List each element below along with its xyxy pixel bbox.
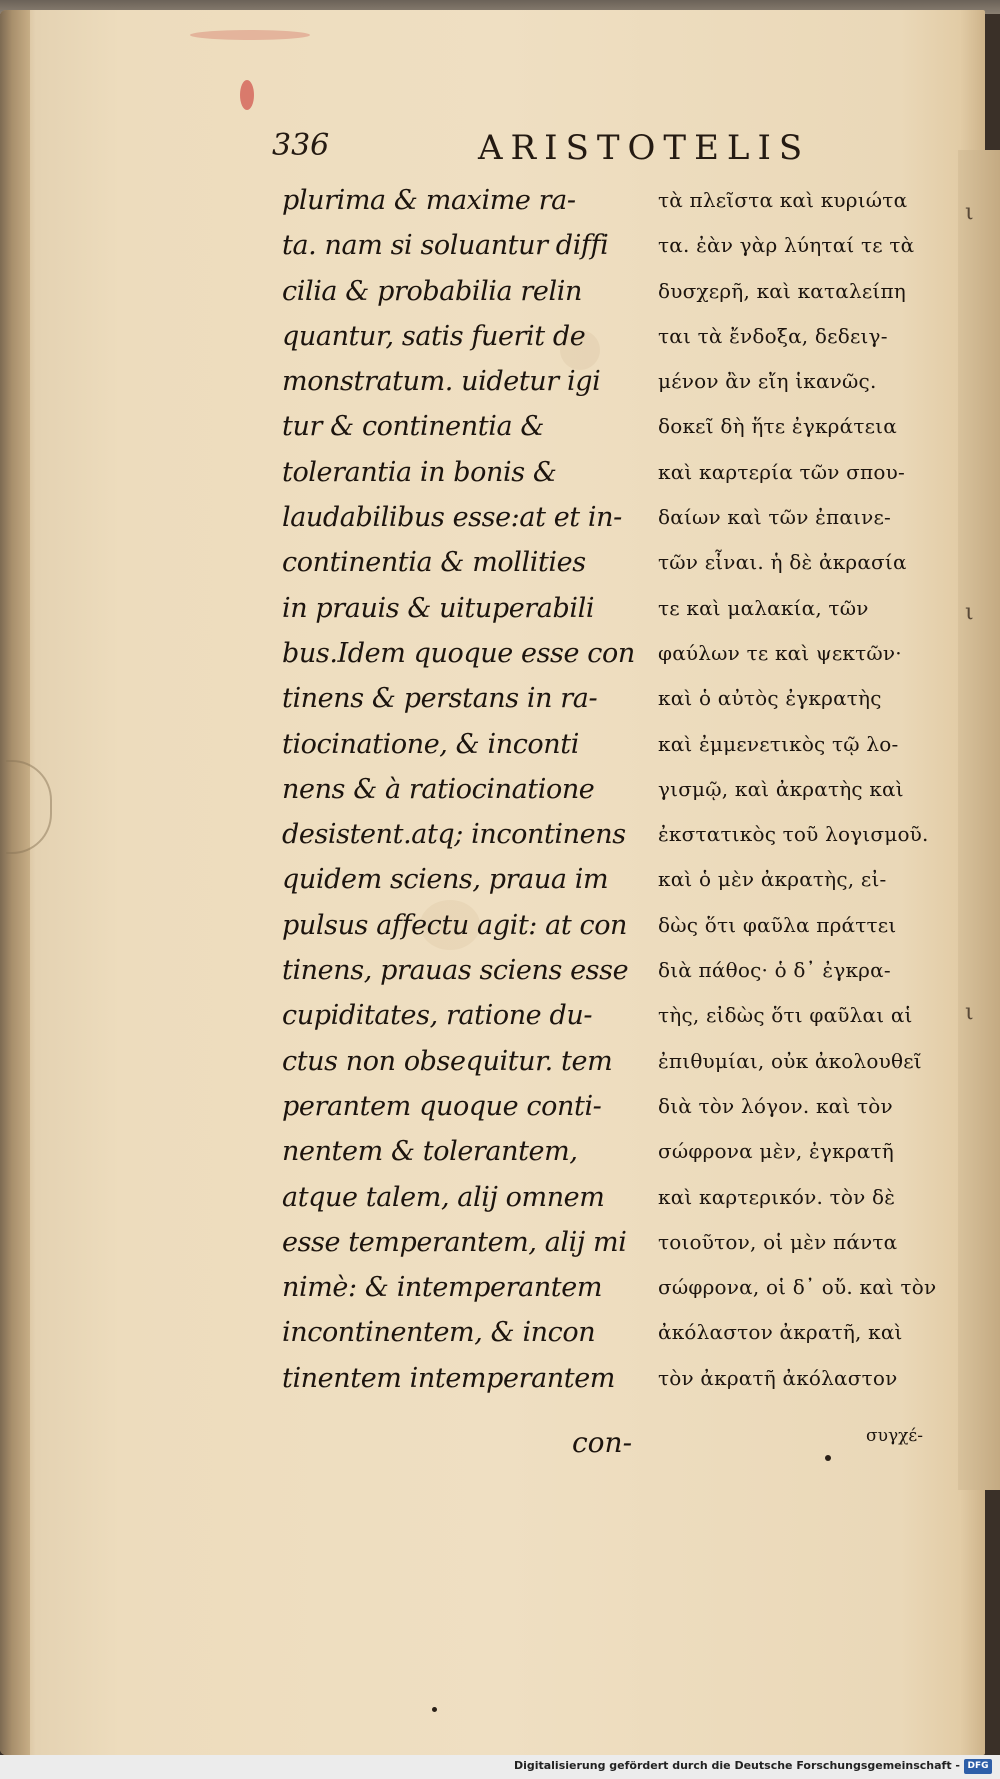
latin-text-line: continentia & mollities [282,547,586,579]
greek-text-line: μένον ἂν εἴη ἱκανῶς. [658,369,877,394]
greek-text-line: τὴς, εἰδὼς ὅτι φαῦλαι αἱ [658,1003,913,1028]
facing-page-glyph: ι [965,600,974,625]
ink-dot [432,1707,437,1712]
greek-text-line: ται τὰ ἔνδοξα, δεδειγ- [658,323,888,348]
greek-text-line: διὰ τὸν λόγον. καὶ τὸν [658,1093,893,1118]
greek-text-line: καὶ ὁ μὲν ἀκρατὴς, εἰ- [658,867,887,892]
latin-text-line: nentem & tolerantem, [282,1136,578,1168]
red-ink-stain [190,30,310,40]
latin-text-line: ta. nam si soluantur diffi [282,230,609,262]
greek-text-line: ἐπιθυμίαι, οὐκ ἀκολουθεῖ [658,1048,922,1073]
greek-text-line: φαύλων τε καὶ ψεκτῶν· [658,640,902,665]
greek-text-line: δοκεῖ δὴ ἥτε ἐγκράτεια [658,414,897,439]
greek-text-line: ἐκστατικὸς τοῦ λογισμοῦ. [658,822,929,847]
greek-text-line: καὶ καρτερικόν. τὸν δὲ [658,1184,896,1209]
greek-text-line: ἀκόλαστον ἀκρατῆ, καὶ [658,1320,903,1345]
greek-text-line: τε καὶ μαλακία, τῶν [658,595,869,620]
greek-text-line: τα. ἐὰν γὰρ λύηταί τε τὰ [658,233,915,258]
greek-text-line: τῶν εἶναι. ἡ δὲ ἀκρασία [658,550,907,575]
latin-text-line: in prauis & uituperabili [282,592,595,624]
greek-text-line: καὶ καρτερία τῶν σπου- [658,459,905,484]
dfg-logo: DFG [964,1759,992,1774]
greek-text-line: διὰ πάθος· ὁ δ᾽ ἐγκρα- [658,958,891,983]
latin-text-line: pulsus affectu agit: at con [282,909,628,941]
greek-column [658,178,958,1401]
latin-text-line: cilia & probabilia relin [282,275,582,307]
latin-text-line: nens & à ratiocinatione [282,773,595,805]
latin-text-line: esse temperantem, alij mi [282,1226,627,1258]
latin-text-line: quidem sciens, praua im [282,864,609,896]
latin-text-line: laudabilibus esse:at et in- [282,502,622,534]
latin-text-line: monstratum. uidetur igi [282,366,601,398]
greek-text-line: τοιοῦτον, οἱ μὲν πάντα [658,1229,898,1254]
facing-page-glyph: ι [965,200,974,225]
latin-text-line: ctus non obsequitur. tem [282,1045,613,1077]
facing-page-glyph: ι [965,1000,974,1025]
latin-text-line: tolerantia in bonis & [282,456,557,488]
greek-text-line: δυσχερῆ, καὶ καταλείπη [658,278,906,303]
latin-text-line: tiocinatione, & inconti [282,728,579,760]
latin-text-line: bus.Idem quoque esse con [282,637,635,669]
latin-catchword: con- [572,1426,633,1459]
greek-text-line: τὰ πλεῖστα καὶ κυριώτα [658,188,908,212]
facing-page-strip [958,150,1000,1490]
latin-text-line: nimè: & intemperantem [282,1272,603,1304]
digitization-credit: Digitalisierung gefördert durch die Deutsche Forschungsgemeinschaft - [513,1759,960,1772]
page-gutter-edge [0,10,30,1755]
page-number: 336 [272,128,330,163]
greek-text-line: γισμῷ, καὶ ἀκρατὴς καὶ [658,776,904,801]
red-ink-stain [240,80,254,110]
latin-text-line: tur & continentia & [282,411,544,443]
running-head: ARISTOTELIS [478,128,811,168]
latin-text-line: desistent.atq; incontinens [282,819,626,851]
latin-text-line: tinentem intemperantem [282,1362,615,1394]
greek-catchword: συγχέ- [866,1426,923,1446]
latin-text-line: perantem quoque conti- [282,1090,602,1122]
latin-column [282,178,652,1401]
greek-text-line: δαίων καὶ τῶν ἐπαινε- [658,505,892,530]
ink-dot [825,1455,831,1461]
latin-text-line: tinens, prauas sciens esse [282,955,629,987]
latin-text-line: tinens & perstans in ra- [282,683,598,715]
greek-text-line: τὸν ἀκρατῆ ἀκόλαστον [658,1365,898,1390]
latin-text-line: quantur, satis fuerit de [282,320,586,352]
greek-text-line: δὼς ὅτι φαῦλα πράττει [658,912,897,937]
latin-text-line: plurima & maxime ra- [282,185,576,216]
greek-text-line: καὶ ἐμμενετικὸς τῷ λο- [658,731,899,756]
latin-text-line: atque talem, alij omnem [282,1181,605,1213]
greek-text-line: σώφρονα, οἱ δ᾽ οὔ. καὶ τὸν [658,1275,937,1300]
latin-text-line: cupiditates, ratione du- [282,1000,593,1032]
greek-text-line: σώφρονα μὲν, ἐγκρατῆ [658,1139,894,1164]
latin-text-line: incontinentem, & incon [282,1317,596,1349]
greek-text-line: καὶ ὁ αὐτὸς ἐγκρατὴς [658,686,882,711]
